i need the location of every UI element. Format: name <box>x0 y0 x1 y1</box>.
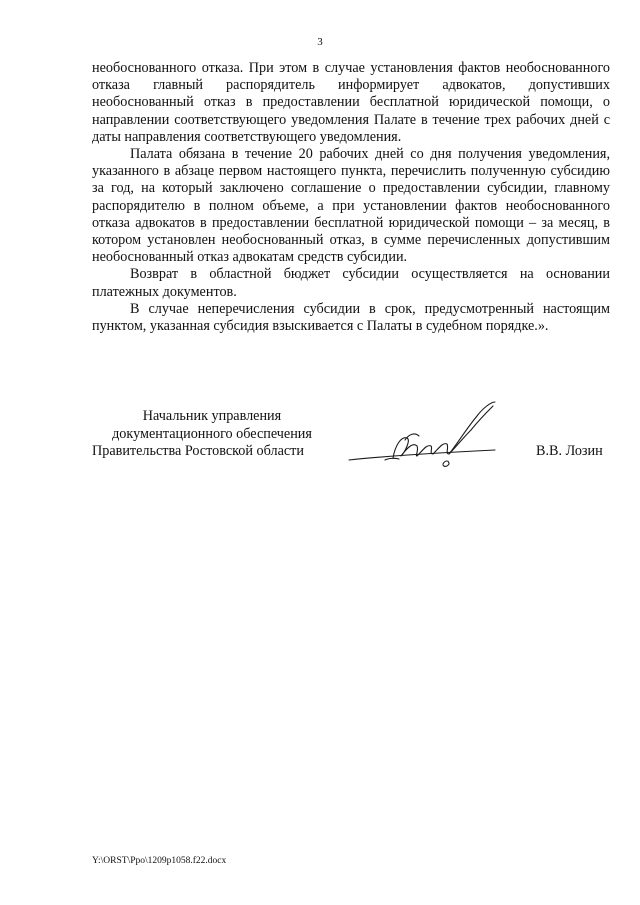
paragraph-continuation: необоснованного отказа. При этом в случае установления фактов необоснованного отказа главный распорядитель информирует адвокатов, допустивших необоснованный отказ в предоставлении бесплатной юридической помощи, о направлении соответствующего уведомления Палате в течение трех рабочих дней с даты направления соответствующего уведомления. <box>92 60 610 145</box>
body-text <box>92 60 610 335</box>
page-number: 3 <box>317 36 323 48</box>
handwritten-signature <box>345 398 500 474</box>
paragraph-obligation: Палата обязана в течение 20 рабочих дней со дня получения уведомления, указанного в абзаце первом настоящего пункта, перечислить полученную субсидию за год, на который заключено соглашение о предоставлении субсидии, главному распорядителю в полном объеме, а при установлении фактов необоснованного отказа адвокатов в предоставлении бесплатной юридической помощи – за месяц, в котором установлен необоснованный отказ, в сумме перечисленных допустившим необоснованный отказ адвокатам средств субсидии. <box>92 146 610 266</box>
paragraph-return: Возврат в областной бюджет субсидии осуществляется на основании платежных документов. <box>92 266 610 300</box>
paragraph-enforcement: В случае неперечисления субсидии в срок, предусмотренный настоящим пунктом, указанная субсидия взыскивается с Палаты в судебном порядке.». <box>92 300 610 335</box>
signatory-title-line-2: документационного обеспечения <box>112 425 312 442</box>
signatory-title-line-1: Начальник управления <box>142 408 282 424</box>
signer-name: В.В. Лозин <box>536 443 603 459</box>
file-path-footer: Y:\ORST\Ppo\1209p1058.f22.docx <box>92 856 227 866</box>
signatory-title-line-3: Правительства Ростовской области <box>92 443 304 459</box>
signatory-title <box>92 408 332 461</box>
